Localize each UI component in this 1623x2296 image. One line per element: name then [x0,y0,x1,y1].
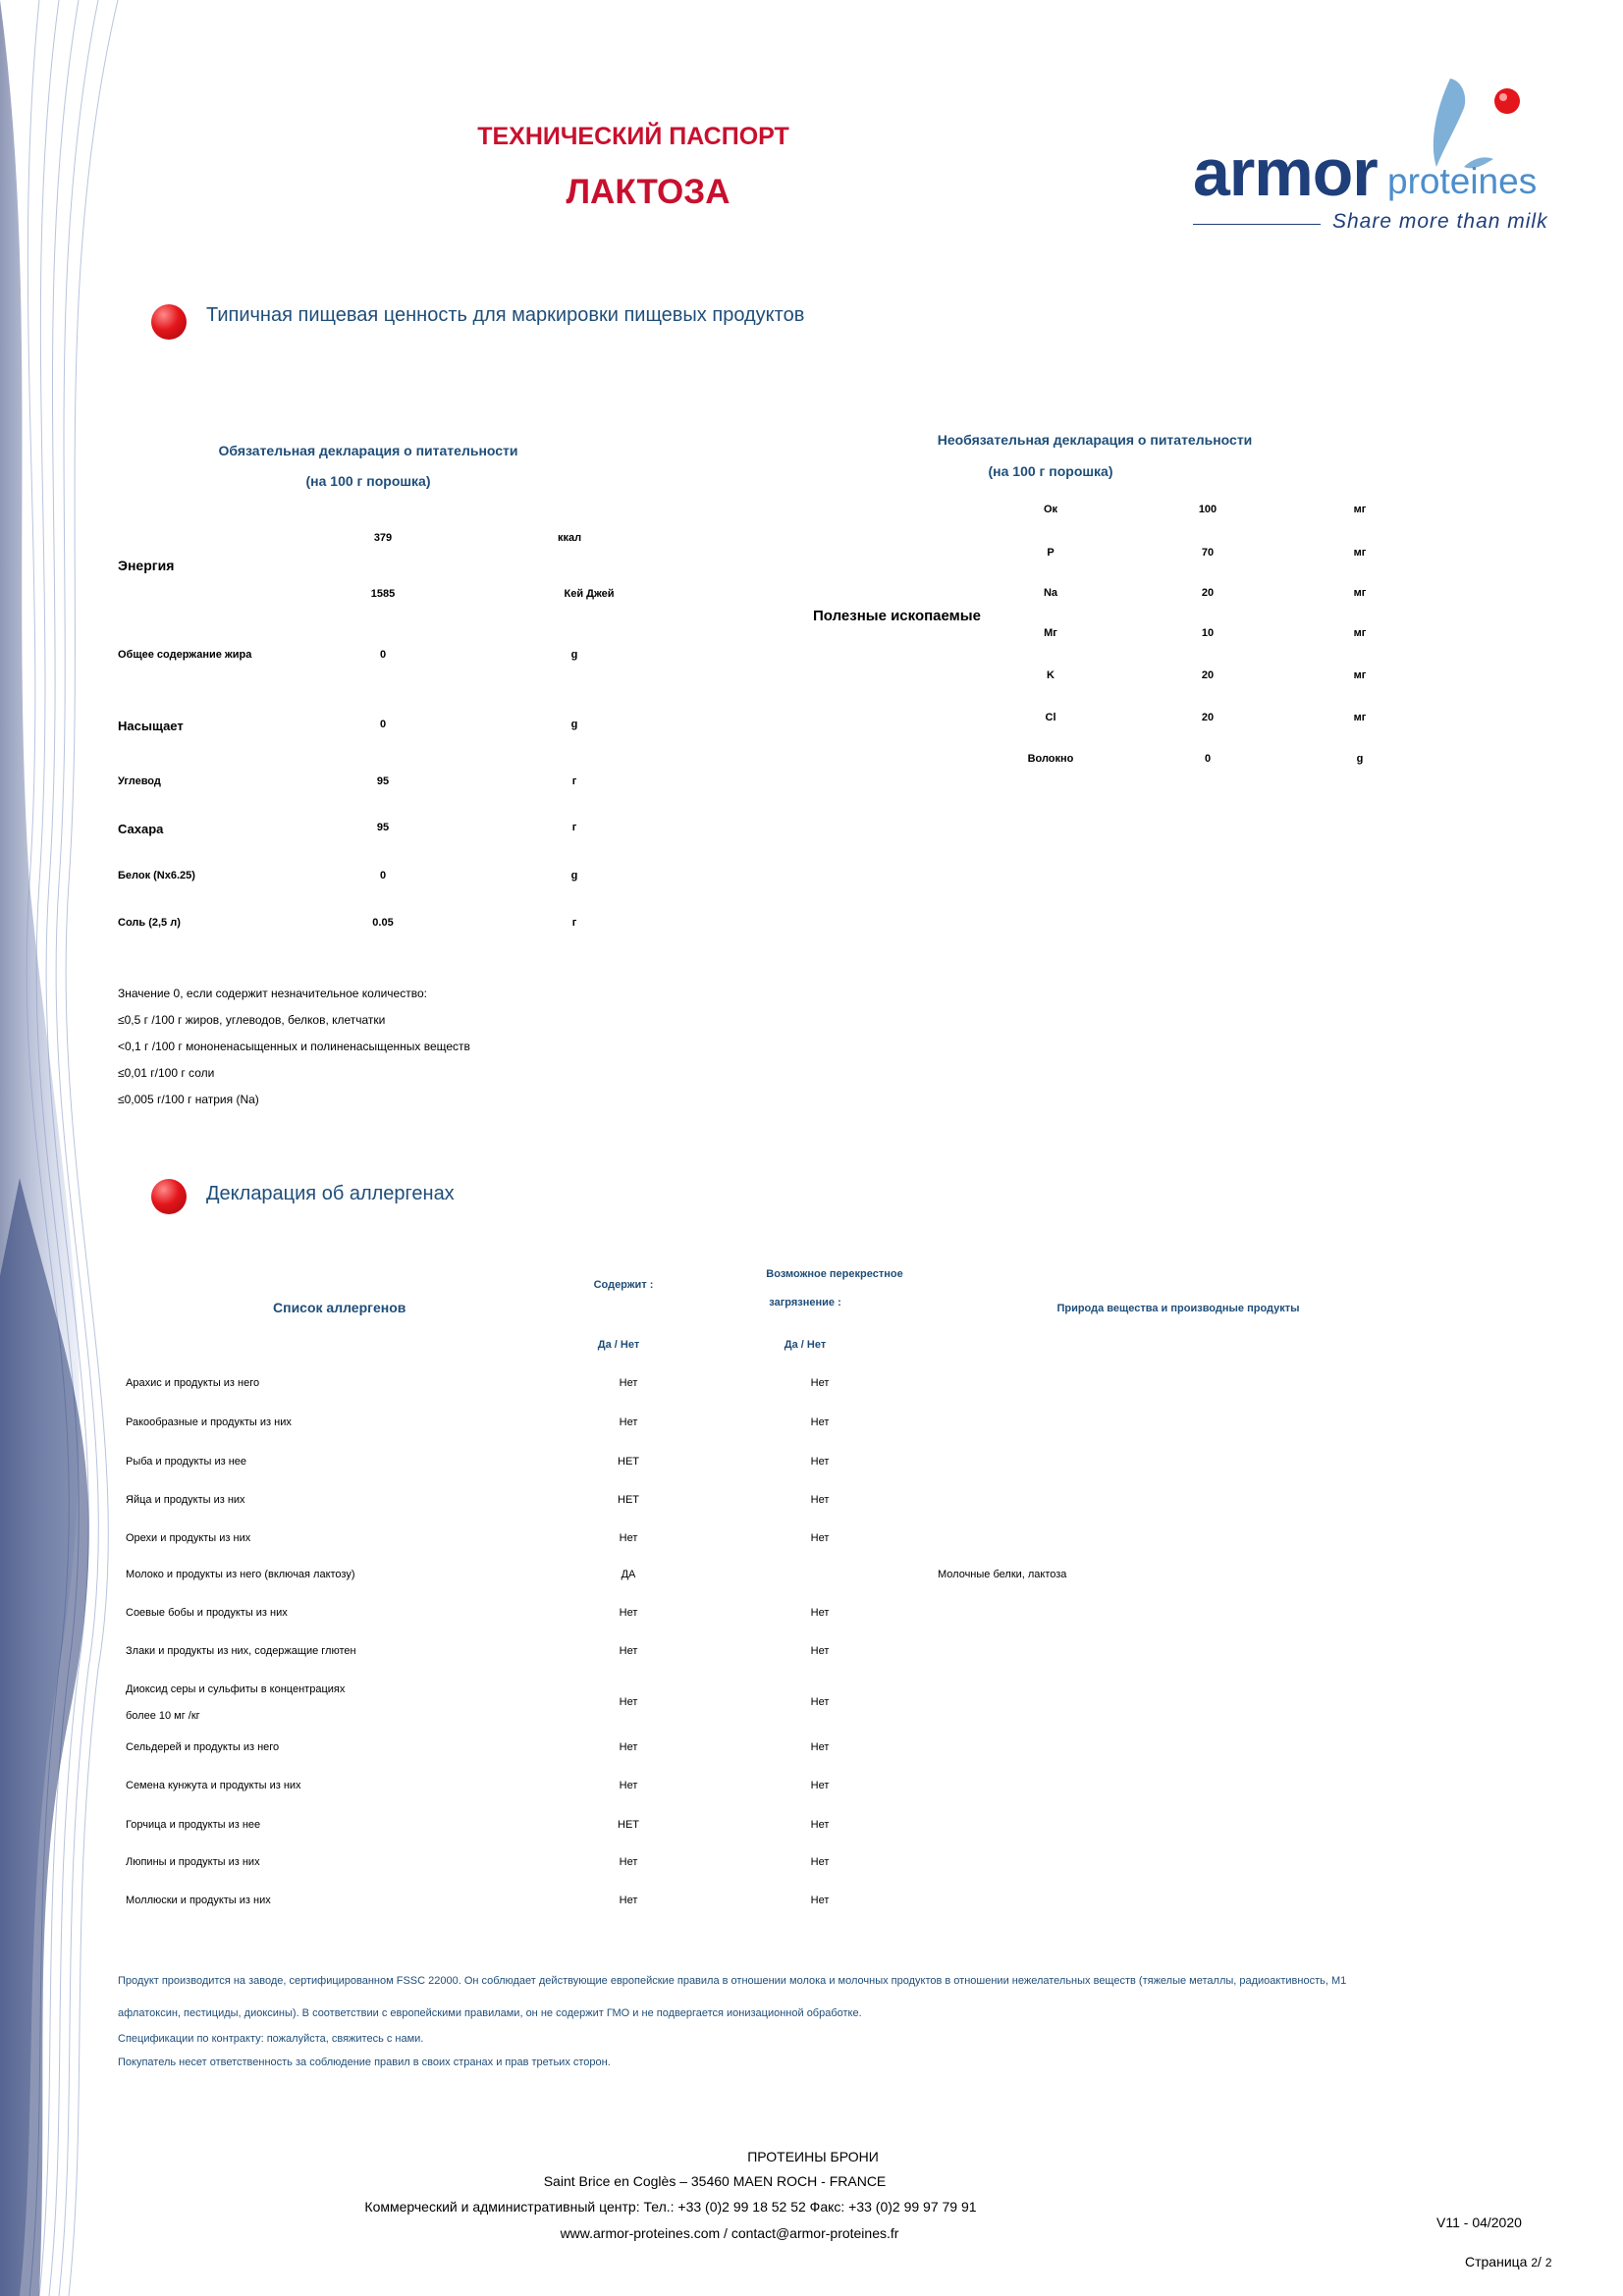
allergen-contains: Нет [619,1416,638,1428]
mineral-value: 70 [1201,547,1215,559]
allergen-cross-contamination: Нет [810,1645,830,1657]
page-total: 2 [1544,2256,1552,2269]
nutrient-label: Белок (Nx6.25) [118,870,195,881]
allergen-contains: Нет [619,1377,638,1389]
nutrient-label: Соль (2,5 л) [118,917,181,929]
nutrition-section-title: Типичная пищевая ценность для маркировки пищевых продуктов [206,304,805,326]
allergen-nature: Молочные белки, лактоза [938,1569,1067,1580]
nutrient-unit: г [571,917,577,929]
nutrient-label: Общее содержание жира [118,649,252,661]
allergen-name: Моллюски и продукты из них [126,1895,271,1906]
logo-sub-text: proteines [1387,161,1538,201]
logo-divider [1193,224,1321,225]
allergen-list-header: Список аллергенов [273,1300,406,1315]
cross-contamination-header-2: загрязнение : [769,1297,841,1308]
allergen-contains: Нет [619,1645,638,1657]
mandatory-declaration-subtitle: (на 100 г порошка) [305,473,431,489]
nutrient-unit: g [570,649,578,661]
page-indicator: Страница 2/ 2 [1465,2254,1552,2269]
allergen-cross-contamination: Нет [810,1780,830,1791]
nutrient-unit: g [570,870,578,881]
note-line: ≤0,005 г/100 г натрия (Na) [118,1093,259,1106]
allergen-name: Горчица и продукты из нее [126,1819,261,1831]
document-type-title: ТЕХНИЧЕСКИЙ ПАСПОРТ [477,123,789,150]
mineral-label: Na [1043,587,1058,599]
allergen-cross-contamination: Нет [810,1696,830,1708]
mineral-label: Мг [1044,627,1057,639]
energy-kj-unit: Кей Джей [564,588,615,600]
cross-yes-no-header: Да / Нет [784,1339,827,1351]
mineral-label: P [1047,547,1055,559]
nutrient-unit: г [571,822,577,833]
nutrient-value: 0.05 [372,917,394,929]
logo-tagline: Share more than milk [1332,210,1548,233]
allergen-name: Соевые бобы и продукты из них [126,1607,288,1619]
note-line: Значение 0, если содержит незначительное количество: [118,987,427,1000]
product-title: ЛАКТОЗА [566,173,730,211]
legal-line: Продукт производится на заводе, сертифицированном FSSC 22000. Он соблюдает действующие европейские правила в отношении молока и молочных продуктов в отношении нежелательных веществ (тяжелые металлы, радиоактивность, M1 [118,1975,1347,1987]
allergen-cross-contamination: Нет [810,1456,830,1468]
optional-declaration-title: Необязательная декларация о питательности [937,432,1253,448]
legal-line: Покупатель несет ответственность за соблюдение правил в своих странах и прав третьих сторон. [118,2056,611,2068]
mineral-value: 0 [1204,753,1212,765]
page-label: Страница [1465,2254,1528,2269]
mineral-unit: мг [1353,504,1367,515]
mineral-label: Cl [1045,712,1056,723]
allergen-name: Орехи и продукты из них [126,1532,251,1544]
contains-yes-no-header: Да / Нет [597,1339,640,1351]
allergen-contains: Нет [619,1607,638,1619]
allergen-contains: Нет [619,1696,638,1708]
energy-label: Энергия [118,558,175,573]
allergen-cross-contamination: Нет [810,1416,830,1428]
nutrient-label: Углевод [118,775,161,787]
energy-kj-value: 1585 [370,588,396,600]
page-number: 2 [1531,2256,1539,2269]
allergen-name: Сельдерей и продукты из него [126,1741,280,1753]
mineral-value: 20 [1201,587,1215,599]
nutrient-unit: g [570,719,578,730]
mineral-value: 20 [1201,669,1215,681]
legal-line: Спецификации по контракту: пожалуйста, свяжитесь с нами. [118,2033,424,2045]
nutrient-value: 95 [376,775,390,787]
allergen-contains: НЕТ [618,1456,639,1468]
mineral-unit: мг [1353,627,1367,639]
allergen-name: Злаки и продукты из них, содержащие глютен [126,1645,356,1657]
energy-kcal-value: 379 [373,532,393,544]
mandatory-declaration-title: Обязательная декларация о питательности [218,443,518,458]
allergen-cross-contamination: Нет [810,1741,830,1753]
allergen-contains: НЕТ [618,1819,639,1831]
allergen-cross-contamination: Нет [810,1895,830,1906]
allergen-cross-contamination: Нет [810,1494,830,1506]
allergens-section-title: Декларация об аллергенах [206,1183,455,1204]
nutrient-label: Сахара [118,822,164,836]
mineral-unit: мг [1353,587,1367,599]
mineral-value: 20 [1201,712,1215,723]
nutrient-value: 0 [379,649,387,661]
allergen-name: Диоксид серы и сульфиты в концентрациях [126,1683,346,1695]
nutrient-label: Насыщает [118,719,184,733]
allergen-cross-contamination: Нет [810,1607,830,1619]
allergen-cross-contamination: Нет [810,1856,830,1868]
contains-header: Содержит : [593,1279,654,1291]
allergen-contains: Нет [619,1856,638,1868]
mineral-value: 100 [1198,504,1217,515]
section-bullet-icon [151,1179,187,1214]
mineral-label: K [1047,669,1055,681]
mineral-unit: мг [1353,712,1367,723]
nutrient-value: 95 [376,822,390,833]
nature-header: Природа вещества и производные продукты [1056,1303,1300,1314]
allergen-name: Яйца и продукты из них [126,1494,245,1506]
logo-brand-text: armor [1193,135,1378,210]
allergen-contains: Нет [619,1532,638,1544]
footer-web[interactable]: www.armor-proteines.com / contact@armor-proteines.fr [560,2225,899,2241]
allergen-name-continued: более 10 мг /кг [126,1710,200,1722]
note-line: ≤0,01 г/100 г соли [118,1066,215,1080]
allergen-cross-contamination: Нет [810,1377,830,1389]
mineral-label: Волокно [1027,753,1074,765]
allergen-contains: НЕТ [618,1494,639,1506]
energy-kcal-unit: ккал [557,532,582,544]
optional-declaration-subtitle: (на 100 г порошка) [988,463,1113,479]
minerals-group-label: Полезные ископаемые [813,608,981,624]
mineral-value: 10 [1201,627,1215,639]
cross-contamination-header-1: Возможное перекрестное [766,1268,903,1280]
footer-company: ПРОТЕИНЫ БРОНИ [747,2149,879,2164]
allergen-name: Рыба и продукты из нее [126,1456,247,1468]
footer-phones: Коммерческий и административный центр: Тел.: +33 (0)2 99 18 52 52 Факс: +33 (0)2 99 97 79 91 [364,2199,977,2215]
section-bullet-icon [151,304,187,340]
nutrient-value: 0 [379,719,387,730]
mineral-unit: мг [1353,669,1367,681]
allergen-name: Семена кунжута и продукты из них [126,1780,301,1791]
allergen-contains: Нет [619,1780,638,1791]
allergen-cross-contamination: Нет [810,1532,830,1544]
decorative-swirl [0,0,147,2296]
note-line: ≤0,5 г /100 г жиров, углеводов, белков, клетчатки [118,1013,386,1027]
armor-proteines-logo [1193,69,1576,236]
nutrient-unit: г [571,775,577,787]
mineral-unit: мг [1353,547,1367,559]
allergen-name: Арахис и продукты из него [126,1377,260,1389]
version-label: V11 - 04/2020 [1436,2215,1522,2230]
footer-address: Saint Brice en Coglès – 35460 MAEN ROCH - FRANCE [543,2173,887,2189]
allergen-contains: ДА [621,1569,636,1580]
allergen-name: Молоко и продукты из него (включая лактозу) [126,1569,355,1580]
allergen-name: Ракообразные и продукты из них [126,1416,292,1428]
allergen-cross-contamination: Нет [810,1819,830,1831]
allergen-contains: Нет [619,1895,638,1906]
allergen-name: Люпины и продукты из них [126,1856,260,1868]
legal-line: афлатоксин, пестициды, диоксины). В соответствии с европейскими правилами, он не содержит ГМО и не подвергается ионизационной обработке. [118,2007,862,2019]
allergen-contains: Нет [619,1741,638,1753]
mineral-unit: g [1356,753,1364,765]
note-line: <0,1 г /100 г мононенасыщенных и полиненасыщенных веществ [118,1040,470,1053]
mineral-label: Ок [1043,504,1058,515]
nutrient-value: 0 [379,870,387,881]
